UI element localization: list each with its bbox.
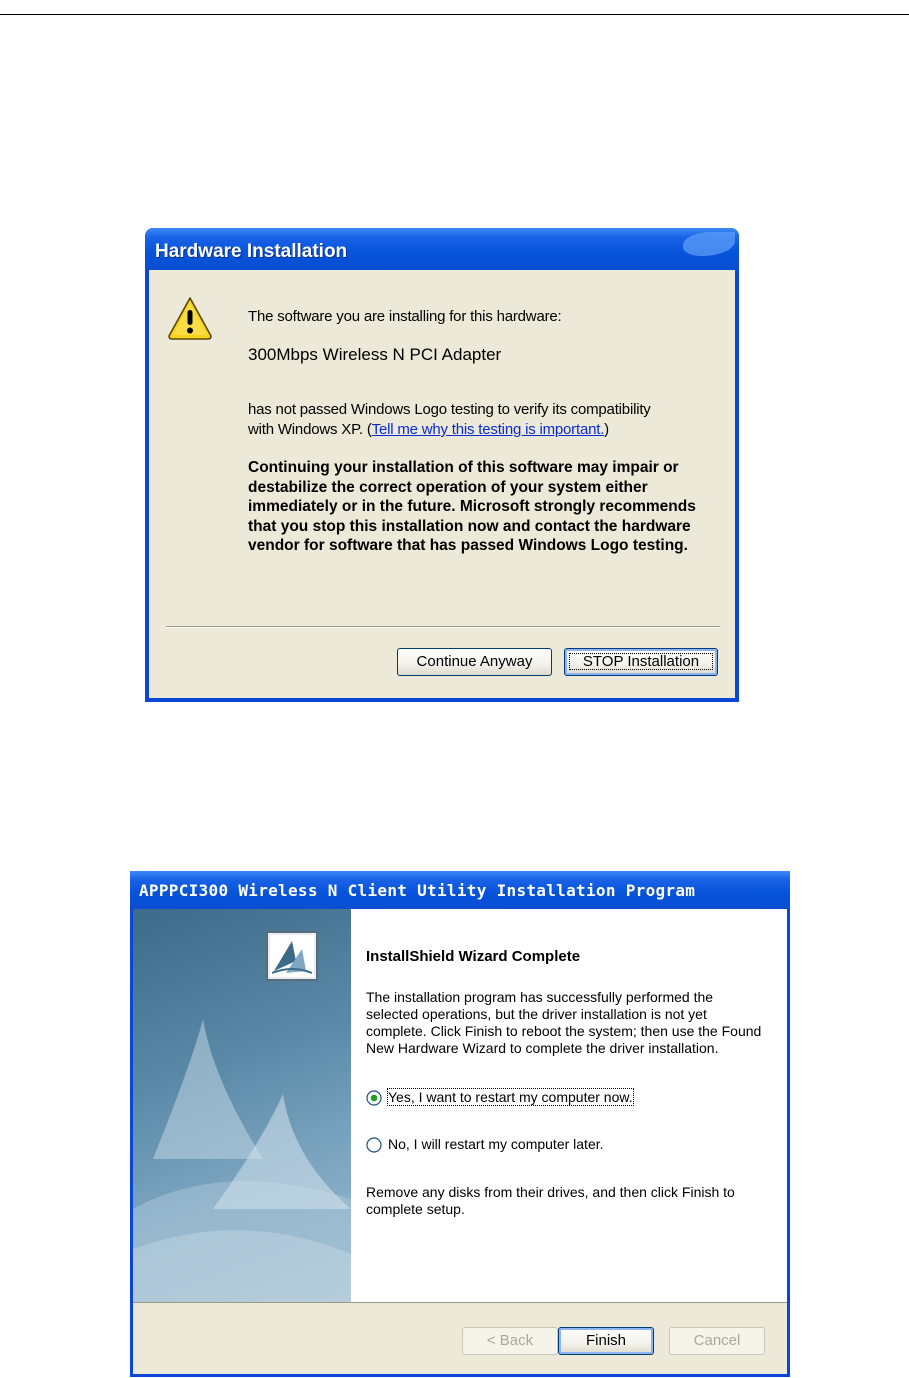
- compatibility-prefix: with Windows XP. (: [248, 421, 372, 438]
- warning-text: Continuing your installation of this software may impair or destabilize the correct operation of your system either immediately or in the future. Microsoft strongly recommends that you stop this installation now and contact the hardware vendor for software that has passed Windows Logo testing.: [248, 459, 696, 555]
- hardware-installation-dialog: [145, 228, 739, 702]
- continue-anyway-label: Continue Anyway: [416, 653, 533, 670]
- finish-label: Finish: [585, 1332, 626, 1349]
- back-button[interactable]: [462, 1327, 558, 1355]
- wizard-side-panel: [133, 909, 351, 1302]
- radio-restart-now-label[interactable]: Yes, I want to restart my computer now.: [388, 1089, 633, 1105]
- compatibility-text: [248, 421, 609, 438]
- side-panel-graphic: [133, 909, 351, 1302]
- wizard-description: The installation program has successfully performed the selected operations, but the driver installation is not yet complete. Click Finish to reboot the system; then use the Found New Hardware Wizard to complete the driver installation.: [366, 989, 762, 1056]
- remove-disks-text: Remove any disks from their drives, and then click Finish to complete setup.: [366, 1184, 735, 1217]
- dialog-titlebar[interactable]: [130, 871, 790, 909]
- finish-button[interactable]: [558, 1327, 654, 1355]
- software-intro-text: The software you are installing for this hardware:: [248, 308, 562, 325]
- why-testing-link[interactable]: Tell me why this testing is important.: [371, 421, 605, 438]
- wizard-heading: InstallShield Wizard Complete: [366, 948, 581, 965]
- cancel-button[interactable]: [669, 1327, 765, 1355]
- footer-separator: [133, 1302, 787, 1303]
- dialog-body: [149, 270, 735, 698]
- page-top-rule: [0, 14, 909, 15]
- dialog-titlebar[interactable]: [145, 228, 739, 270]
- dialog-separator: [166, 626, 720, 628]
- stop-installation-button[interactable]: [564, 648, 718, 676]
- device-name: 300Mbps Wireless N PCI Adapter: [248, 345, 502, 364]
- compatibility-suffix: ): [604, 421, 609, 438]
- titlebar-swoosh: [683, 232, 735, 256]
- radio-restart-later[interactable]: [366, 1137, 382, 1153]
- warning-triangle-icon: [167, 295, 213, 341]
- dialog-title: Hardware Installation: [155, 241, 348, 262]
- cancel-label: Cancel: [693, 1332, 741, 1349]
- logo-test-text: has not passed Windows Logo testing to verify its compatibility: [248, 401, 651, 418]
- dialog-title: APPPCI300 Wireless N Client Utility Installation Program: [139, 881, 696, 900]
- back-label: < Back: [486, 1332, 534, 1349]
- continue-anyway-button[interactable]: [397, 648, 552, 676]
- dialog-body: [133, 909, 787, 1374]
- radio-restart-now[interactable]: [366, 1090, 382, 1106]
- stop-installation-label: STOP Installation: [565, 649, 717, 674]
- installshield-dialog: [130, 871, 790, 1377]
- wizard-content: [351, 909, 787, 1302]
- radio-restart-later-label[interactable]: No, I will restart my computer later.: [388, 1136, 604, 1152]
- installshield-icon: [266, 931, 318, 981]
